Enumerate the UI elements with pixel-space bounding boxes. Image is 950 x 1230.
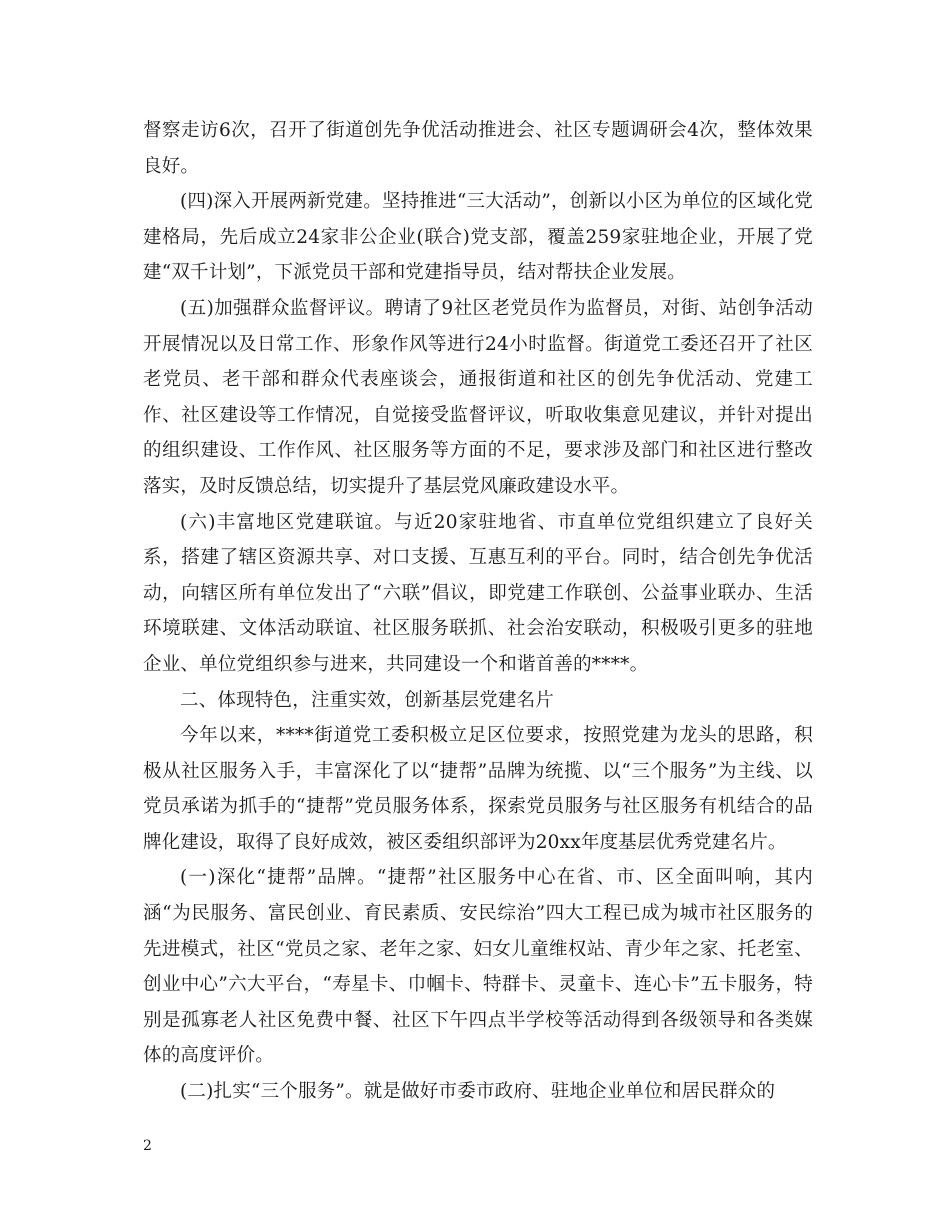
paragraph-intro: 今年以来，****街道党工委积极立足区位要求，按照党建为龙头的思路，积极从社区服务入手，丰富深化了以“捷帮”品牌为统揽、以“三个服务”为主线、以党员承诺为抓手的“捷帮”党员服务体系，探索党员服务与社区服务有机结合的品牌化建设，取得了良好成效，被区委组织部评为20xx年度基层优秀党建名片。 [143,725,813,853]
document-body [143,113,813,1110]
section-heading-two: 二、体现特色，注重实效，创新基层党建名片 [180,689,555,711]
paragraph-subsection-one: (一)深化“捷帮”品牌。“捷帮”社区服务中心在省、市、区全面叫响，其内涵“为民服务、富民创业、育民素质、安民综治”四大工程已成为城市社区服务的先进模式，社区“党员之家、老年之家、妇女儿童维权站、青少年之家、托老室、创业中心”六大平台，“寿星卡、巾帼卡、特群卡、灵童卡、连心卡”五卡服务，特别是孤寡老人社区免费中餐、社区下午四点半学校等活动得到各级领导和各类媒体的高度评价。 [143,867,813,1067]
page-number: 2 [143,1138,152,1154]
paragraph-continuation: 督察走访6次，召开了街道创先争优活动推进会、社区专题调研会4次，整体效果良好。 [143,120,813,177]
paragraph-subsection-two: (二)扎实“三个服务”。就是做好市委市政府、驻地企业单位和居民群众的 [180,1081,776,1103]
paragraph-section-four: (四)深入开展两新党建。坚持推进“三大活动”，创新以小区为单位的区域化党建格局，先后成立24家非公企业(联合)党支部，覆盖259家驻地企业，开展了党建“双千计划”，下派党员干部和党建指导员，结对帮扶企业发展。 [143,191,813,284]
paragraph-section-six: (六)丰富地区党建联谊。与近20家驻地省、市直单位党组织建立了良好关系，搭建了辖区资源共享、对口支援、互惠互利的平台。同时，结合创先争优活动，向辖区所有单位发出了“六联”倡议，即党建工作联创、公益事业联办、生活环境联建、文体活动联谊、社区服务联抓、社会治安联动，积极吸引更多的驻地企业、单位党组织参与进来，共同建设一个和谐首善的****。 [143,511,813,675]
paragraph-section-five: (五)加强群众监督评议。聘请了9社区老党员作为监督员，对街、站创争活动开展情况以及日常工作、形象作风等进行24小时监督。街道党工委还召开了社区老党员、老干部和群众代表座谈会，通报街道和社区的创先争优活动、党建工作、社区建设等工作情况，自觉接受监督评议，听取收集意见建议，并针对提出的组织建设、工作作风、社区服务等方面的不足，要求涉及部门和社区进行整改落实，及时反馈总结，切实提升了基层党风廉政建设水平。 [143,297,813,497]
